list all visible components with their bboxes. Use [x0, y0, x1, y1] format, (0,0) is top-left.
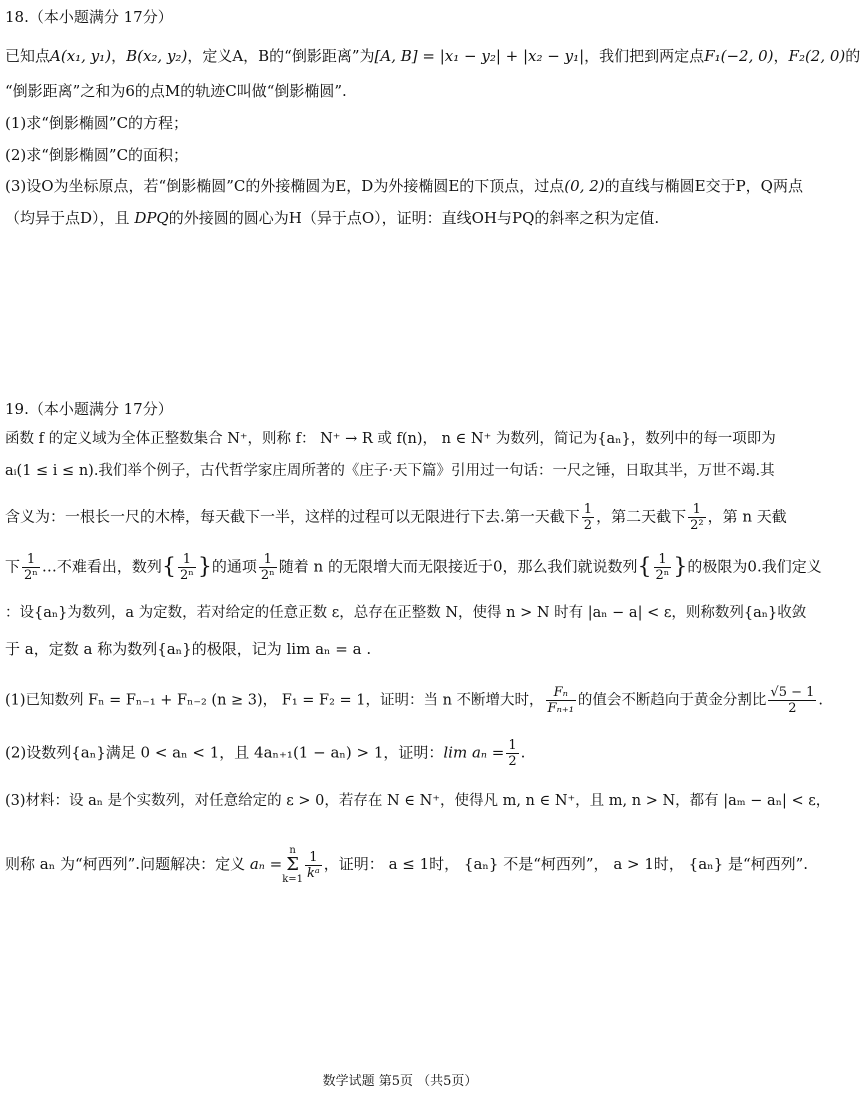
- focus-f2: F₂(2, 0): [788, 47, 846, 65]
- fraction-1-over-2n: $\frac{1}{\text{2ⁿ}}$: [655, 552, 670, 583]
- q18-header: 18.（本小题满分 17分）: [5, 8, 173, 26]
- fraction-1-over-2n: $\frac{1}{\text{2ⁿ}}$: [260, 552, 275, 583]
- q19-header: 19.（本小题满分 17分）: [5, 400, 173, 418]
- q18-text: (3)设O为坐标原点，若“倒影椭圆”C的外接椭圆为E，D为外接椭圆E的下顶点，过点: [5, 177, 565, 195]
- an-def: aₙ =: [249, 855, 283, 873]
- q19-text: ，第 n 天截: [707, 507, 787, 526]
- fraction-1-over-2n: $\frac{1}{\text{2ⁿ}}$: [24, 552, 38, 583]
- q19-line5: ：设{aₙ}为数列，a 为定数，若对给定的任意正数 ε，总存在正整数 N，使得 n > N 时有 |aₙ − a| < ε，则称数列{aₙ}收敛: [5, 605, 807, 621]
- fraction-1-over-ka: $\frac{1}{\text{kᵃ}}$: [307, 849, 320, 881]
- sum-symbol: n Σ k=1: [282, 845, 304, 885]
- q19-text: (2)设数列{aₙ}满足 0 < aₙ < 1，且 4aₙ₊₁(1 − aₙ) > 1，证明：: [5, 743, 444, 762]
- q19-part1: [5, 685, 824, 716]
- q19-part2: [5, 738, 790, 769]
- q19-text: ，证明： a ≤ 1时， {aₙ} 不是“柯西列”， a > 1时， {aₙ} 是“柯西列”.: [323, 855, 809, 873]
- fraction-half: $\frac{1}{2}$: [508, 738, 517, 769]
- fraction-golden-ratio: $\frac{√5 - 1}{2}$: [770, 685, 815, 716]
- fraction-fn-over-fn1: $\frac{\text{Fₙ}}{\text{Fₙ₊₁}}$: [547, 685, 574, 716]
- q19-text: …不难看出，数列: [41, 557, 162, 576]
- fraction-quarter: $\frac{1}{\text{2²}}$: [690, 502, 704, 533]
- q19-text: .: [818, 692, 824, 709]
- q18-text: ，我们把到两定点: [584, 47, 705, 65]
- q19-part3: (3)材料：设 aₙ 是个实数列，对任意给定的 ε > 0，若存在 N ∈ N⁺，使得凡 m, n ∈ N⁺，且 m, n > N，都有 |aₘ − aₙ| < ε，: [5, 793, 831, 809]
- q19-text: 的极限为0.我们定义: [687, 557, 822, 576]
- q18-part1: (1)求“倒影椭圆”C的方程；: [5, 114, 189, 132]
- q18-text: 的直线与椭圆E交于P，Q两点: [604, 177, 803, 195]
- q18-text: （均异于点D），且: [5, 209, 130, 227]
- q19-text: 的值会不断趋向于黄金分割比: [577, 692, 767, 709]
- q18-line1: [5, 45, 860, 67]
- fraction-1-over-2n: $\frac{1}{\text{2ⁿ}}$: [179, 552, 194, 583]
- q18-text: 的外接圆的圆心为H（异于点O），证明：直线OH与PQ的斜率之积为定值.: [168, 209, 660, 227]
- q19-text: 的通项: [211, 557, 257, 576]
- q18-text: 的: [845, 47, 860, 65]
- point-b: B(x₂, y₂): [126, 47, 188, 65]
- q19-text: (1)已知数列 Fₙ = Fₙ₋₁ + Fₙ₋₂ (n ≥ 3)， F₁ = F₂ = 1，证明：当 n 不断增大时，: [5, 692, 544, 709]
- point-0-2: (0, 2): [564, 177, 605, 195]
- fraction-half: $\frac{1}{2}$: [583, 502, 593, 533]
- q18-text: 已知点: [5, 47, 51, 65]
- q19-line6: 于 a，定数 a 称为数列{aₙ}的极限，记为 lim aₙ = a .: [5, 640, 372, 658]
- limit-expr: lim aₙ =: [443, 743, 505, 762]
- q19-text: 含义为：一根长一尺的木棒，每天截下一半，这样的过程可以无限进行下去.第一天截下: [5, 507, 580, 526]
- q18-text: ，: [111, 47, 127, 65]
- q18-text: ，定义A，B的“倒影距离”为: [187, 47, 375, 65]
- distance-formula: [A, B] = |x₁ − y₂| + |x₂ − y₁|: [374, 47, 585, 65]
- q18-part2: (2)求“倒影椭圆”C的面积；: [5, 146, 189, 164]
- page-footer: 数学试题 第5页 （共5页）: [322, 1074, 478, 1089]
- q19-line1: 函数 f 的定义域为全体正整数集合 N⁺，则称 f： N⁺ → R 或 f(n)， n ∈ N⁺ 为数列，简记为{aₙ}，数列中的每一项即为: [5, 431, 776, 447]
- q19-text: 随着 n 的无限增大而无限接近于0，那么我们就说数列: [278, 557, 638, 576]
- q19-line4: 下 $\frac{1}{\text{2ⁿ}}$ …不难看出，数列{ $\frac{1}{\text{2ⁿ}}$ }的通项 $\frac{1}{\text{2ⁿ}}$ 随着 n 的无限增大而无限接近于0，那么我们就说数列{ $\frac{1}{\text{2ⁿ}}$ }的极限为0.我们定义: [5, 552, 822, 583]
- focus-f1: F₁(−2, 0): [704, 47, 774, 65]
- triangle-dpq: DPQ: [134, 209, 169, 227]
- q19-text: 下: [5, 557, 21, 576]
- point-a: A(x₁, y₁): [50, 47, 112, 65]
- q19-line2: aᵢ(1 ≤ i ≤ n).我们举个例子，古代哲学家庄周所著的《庄子·天下篇》引用过一句话：一尺之锤，日取其半，万世不竭.其: [5, 463, 775, 479]
- q19-text: ，第二天截下: [596, 507, 687, 526]
- q19-text: 则称 aₙ 为“柯西列”.问题解决：定义: [5, 855, 246, 873]
- q19-line3: [5, 502, 790, 533]
- q18-text: ，: [773, 47, 789, 65]
- q19-part3-cont: [5, 845, 809, 885]
- q18-line2: “倒影距离”之和为6的点M的轨迹C叫做“倒影椭圆”.: [5, 82, 347, 100]
- q19-text: .: [520, 743, 526, 762]
- q18-part3-cont: [5, 207, 790, 229]
- q18-part3: [5, 175, 803, 197]
